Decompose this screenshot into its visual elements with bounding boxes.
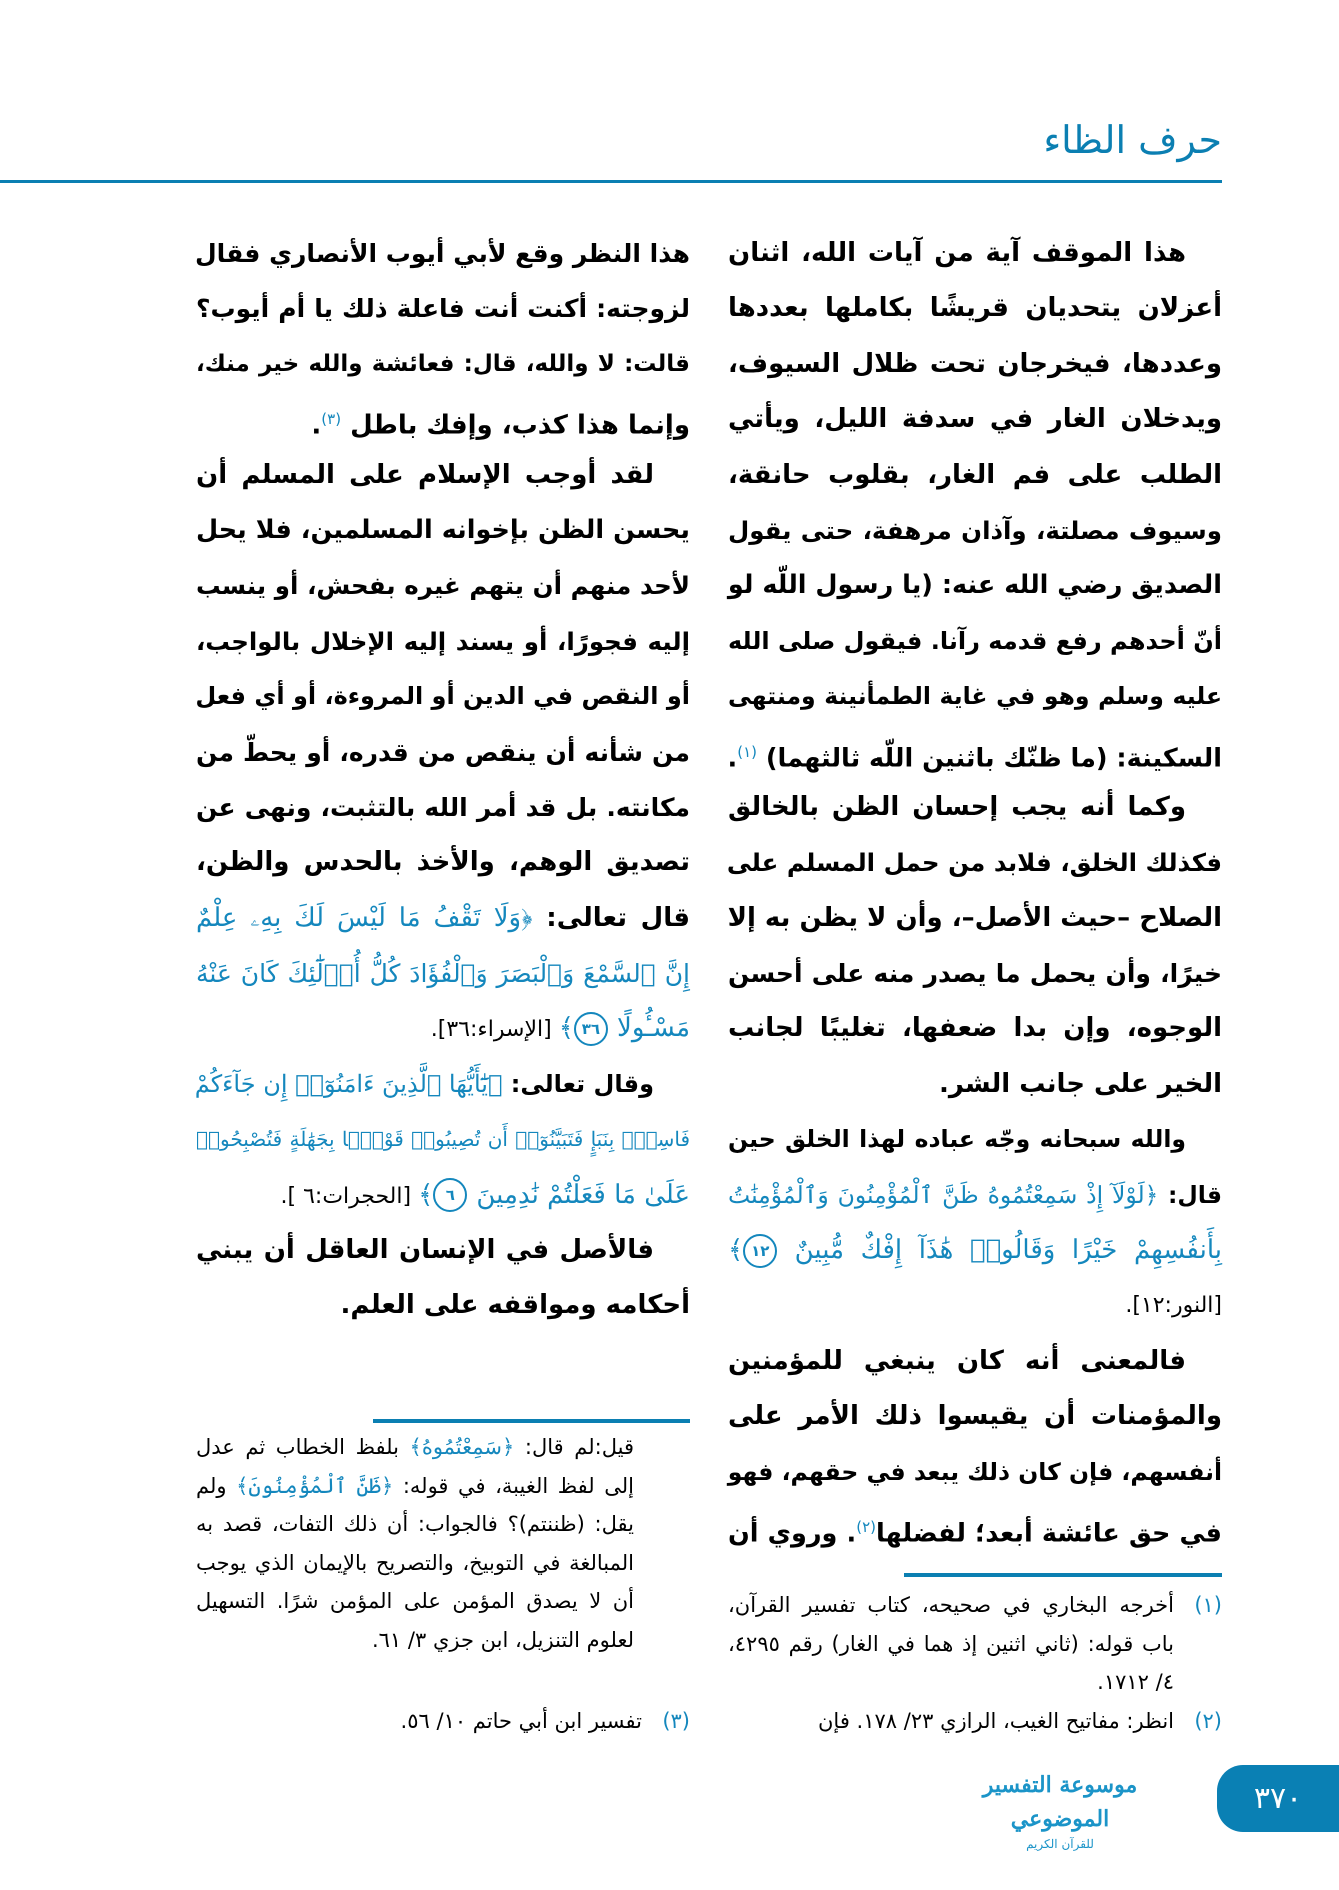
- text-line: وكما أنه يجب إحسان الظن بالخالق: [728, 791, 1186, 822]
- text-line: الخير على جانب الشر.: [938, 1068, 1222, 1099]
- footnote-ref-2[interactable]: (٢): [856, 1517, 877, 1536]
- quran-word: ﴿سَمِعْتُمُوهُ﴾: [409, 1435, 515, 1459]
- line-text: السكينة: (ما ظنّك باثنين اللّه ثالثهما): [765, 743, 1222, 774]
- left-column: [196, 226, 690, 1334]
- verse-reference: [النور:١٢].: [1125, 1293, 1222, 1319]
- line-text: قال تعالى:: [532, 902, 690, 933]
- text-line: يحسن الظن بإخوانه المسلمين، فلا يحل: [196, 514, 690, 545]
- line-text: . وروي أن: [728, 1518, 857, 1549]
- logo-text: موسوعة التفسير الموضوعي: [982, 1772, 1138, 1832]
- text-line: [196, 392, 690, 447]
- line-text: .: [727, 743, 738, 774]
- close-bracket: ﴾: [558, 1013, 574, 1044]
- footnote-ref-3[interactable]: (٣): [321, 410, 342, 429]
- footnote-3: [196, 1702, 690, 1741]
- text-line: [196, 946, 690, 1001]
- text-line: [196, 1057, 690, 1112]
- text-line: وعددها، فيخرجان تحت ظلال السيوف،: [728, 348, 1222, 379]
- footnote-number: (١): [1194, 1593, 1222, 1617]
- footnote-text: أخرجه البخاري في صحيحه، كتاب تفسير القرآن، باب قوله: (ثاني اثنين إذ هما في الغار) رقم ٤٢٩٥، ٤/ ١٧١٢.: [728, 1593, 1174, 1694]
- text-line: [196, 1168, 690, 1223]
- text-line: أو النقص في الدين أو المروءة، أو أي فعل: [195, 682, 690, 711]
- quran-word: ﴿ظَنَّ ٱلْمُؤْمِنُونَ﴾: [236, 1473, 394, 1498]
- text-line: [196, 891, 690, 946]
- ayah-number-marker: ٣٦: [574, 1012, 608, 1046]
- close-bracket: ﴾: [418, 1179, 434, 1210]
- quran-verse: إِنَّ ٱلسَّمْعَ وَٱلْبَصَرَ وَٱلْفُؤَادَ كُلُّ أُو۟لَٰٓئِكَ كَانَ عَنْهُ: [196, 959, 690, 989]
- right-column: [728, 226, 1222, 1555]
- footnote-1: [728, 1586, 1222, 1702]
- ayah-number-marker: ١٢: [743, 1234, 777, 1268]
- text-line: [728, 1168, 1222, 1223]
- text-line: هذا الموقف آية من آيات الله، اثنان: [728, 238, 1186, 268]
- quran-verse: ﴿يَٰٓأَيُّهَا ٱلَّذِينَ ءَامَنُوٓا۟ إِن جَآءَكُمْ: [194, 1069, 503, 1098]
- footnote-number: (٢): [1194, 1709, 1222, 1733]
- text-line: [196, 1112, 690, 1167]
- text-line: الصلاح –حيث الأصل–، وأن لا يظن به إلا: [727, 902, 1222, 933]
- line-text: قال:: [1158, 1180, 1222, 1209]
- text-line: تصديق الوهم، والأخذ بالحدس والظن،: [196, 847, 690, 878]
- text-line: أحكامه ومواقفه على العلم.: [340, 1290, 690, 1321]
- text-line: لقد أوجب الإسلام على المسلم أن: [196, 459, 654, 490]
- quran-verse: ﴿لَوْلَآ إِذْ سَمِعْتُمُوهُ ظَنَّ ٱلْمُؤْمِنُونَ وَٱلْمُؤْمِنَٰتُ: [728, 1180, 1159, 1209]
- footnote-ref-1[interactable]: (١): [737, 742, 757, 761]
- footnote-number: (٣): [662, 1709, 690, 1733]
- text-line: من شأنه أن ينقص من قدره، أو يحطّ من: [196, 737, 690, 767]
- quran-verse: ﴿وَلَا تَقْفُ مَا لَيْسَ لَكَ بِهِۦ عِلْمٌ: [196, 902, 533, 933]
- text-line: أنّ أحدهم رفع قدمه رآنا. فيقول صلى الله: [728, 626, 1222, 655]
- footnote-text: انظر: مفاتيح الغيب، الرازي ٢٣/ ١٧٨. فإن: [818, 1709, 1174, 1733]
- line-text: وقال تعالى:: [502, 1069, 654, 1098]
- footnote-text: قيل:لم قال:: [514, 1435, 634, 1459]
- text-line: عليه وسلم وهو في غاية الطمأنينة ومنتهى: [728, 682, 1222, 711]
- verse-reference: [الحجرات:٦ ].: [280, 1183, 419, 1209]
- text-line: لزوجته: أكنت أنت فاعلة ذلك يا أم أيوب؟: [196, 294, 690, 324]
- encyclopedia-logo: [930, 1768, 1190, 1852]
- chapter-title: حرف الظاء: [1043, 118, 1222, 162]
- quran-verse: مَسْـُٔولًا: [617, 1013, 690, 1044]
- text-line: إليه فجورًا، أو يسند إليه الإخلال بالواجب،: [196, 626, 690, 656]
- text-line: وسيوف مصلتة، وآذان مرهفة، حتى يقول: [728, 515, 1222, 545]
- text-line: هذا النظر وقع لأبي أيوب الأنصاري فقال: [194, 239, 690, 268]
- footnote-text: تفسير ابن أبي حاتم ١٠/ ٥٦.: [400, 1709, 642, 1733]
- footnote-divider: [373, 1419, 690, 1423]
- footnote-divider: [904, 1573, 1222, 1577]
- text-line: فالأصل في الإنسان العاقل أن يبني: [196, 1235, 654, 1266]
- text-line: الطلب على فم الغار، بقلوب حانقة،: [728, 459, 1222, 490]
- quran-verse: فَاسِقٌۢ بِنَبَإٍ فَتَبَيَّنُوٓا۟ أَن تُصِيبُوا۟ قَوْمًۢا بِجَهَٰلَةٍ فَتُصْبِحُوا۟: [196, 1127, 690, 1152]
- text-line: فالمعنى أنه كان ينبغي للمؤمنين: [728, 1345, 1186, 1376]
- line-text: في حق عائشة أبعد؛ لفضلها: [876, 1518, 1222, 1549]
- logo-subtext: للقرآن الكريم: [1026, 1837, 1094, 1851]
- verse-reference: [الإسراء:٣٦].: [430, 1017, 559, 1043]
- footnote-text: بلفظ الخطاب ثم عدل إلى لفظ الغيبة، في قوله:: [196, 1435, 634, 1498]
- text-line: [728, 725, 1222, 780]
- text-line: والله سبحانه وجّه عباده لهذا الخلق حين: [728, 1125, 1186, 1154]
- text-line: أنفسهم، فإن كان ذلك يبعد في حقهم، فهو: [727, 1457, 1222, 1486]
- quran-verse: عَلَىٰ مَا فَعَلْتُمْ نَٰدِمِينَ: [476, 1179, 690, 1210]
- text-line: [728, 1223, 1222, 1278]
- footnote-text: ولم يقل: (ظننتم)؟ فالجواب: أن ذلك التفات، قصد به المبالغة في التوبيخ، والتصريح بالإيمان الذي يوجب أن لا يصدق المؤمن على المؤمن شرًا. التسهيل لعلوم التنزيل، ابن جزي ٣/ ٦١.: [196, 1473, 634, 1652]
- text-line: لأحد منهم أن يتهم غيره بفحش، أو ينسب: [196, 571, 690, 601]
- header-divider: [0, 180, 1222, 183]
- page-number: ٣٧٠: [1217, 1765, 1339, 1832]
- quran-verse: بِأَنفُسِهِمْ خَيْرًا وَقَالُوا۟ هَٰذَآ إِفْكٌ مُّبِينٌ: [794, 1235, 1222, 1266]
- footnote-continuation: [196, 1428, 634, 1659]
- footnote-2: [728, 1702, 1222, 1741]
- close-bracket: ﴾: [728, 1235, 744, 1266]
- text-line: خيرًا، وأن يحمل ما يصدر منه على أحسن: [728, 959, 1222, 989]
- text-line: ويدخلان الغار في سدفة الليل، ويأتي: [728, 404, 1222, 435]
- line-text: .: [311, 410, 322, 441]
- text-line: فكذلك الخلق، فلابد من حمل المسلم على: [726, 848, 1222, 878]
- ayah-number-marker: ٦: [433, 1178, 467, 1212]
- text-line: الصديق رضي الله عنه: (يا رسول اللّه لو: [727, 570, 1222, 601]
- text-line: أعزلان يتحديان قريشًا بكاملها بعددها: [728, 293, 1222, 324]
- text-line: الوجوه، وإن بدا ضعفها، تغليبًا لجانب: [728, 1013, 1222, 1044]
- text-line: والمؤمنات أن يقيسوا ذلك الأمر على: [728, 1401, 1222, 1432]
- text-line: [728, 1500, 1222, 1555]
- text-line: مكانته. بل قد أمر الله بالتثبت، ونهى عن: [196, 792, 690, 822]
- text-line: قالت: لا والله، قال: فعائشة والله خير منك،: [196, 350, 690, 377]
- line-text: وإنما هذا كذب، وإفك باطل: [350, 410, 690, 441]
- text-line: [196, 1001, 690, 1056]
